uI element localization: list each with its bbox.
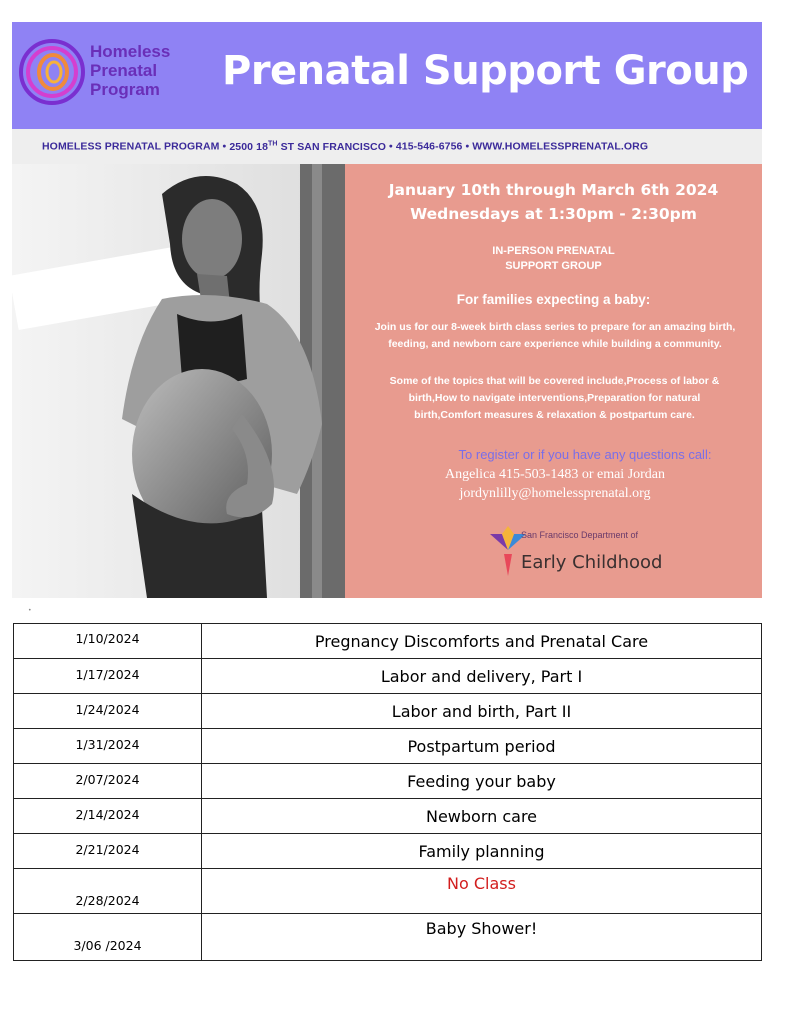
table-row — [14, 694, 762, 729]
separator: • — [465, 140, 470, 153]
topics-line-1: Some of the topics that will be covered include,Process of labor & — [389, 375, 720, 387]
contact-line-1: Angelica 415-503-1483 or emai Jordan — [444, 467, 666, 482]
org-name: HOMELESS PRENATAL PROGRAM — [42, 140, 220, 153]
topics-line-2: birth,How to navigate interventions,Preparation for natural — [408, 392, 701, 404]
date-cell: 1/10/2024 — [14, 624, 202, 659]
logo-line-3: Program — [90, 80, 160, 99]
in-person-line-1: IN-PERSON PRENATAL — [492, 245, 615, 257]
families-heading: For families expecting a baby: — [456, 292, 651, 307]
date-cell: 2/14/2024 — [14, 799, 202, 834]
info-bar-text — [42, 140, 648, 153]
logo-line-1: Homeless — [90, 42, 171, 61]
dates-line-2: Wednesdays at 1:30pm - 2:30pm — [410, 205, 697, 223]
info-bar — [12, 129, 762, 164]
address-prefix: 2500 18 — [229, 140, 269, 153]
logo-line-2: Prenatal — [90, 61, 158, 80]
topic-cell-no-class: No Class — [202, 869, 762, 914]
table-row — [14, 659, 762, 694]
table-row — [14, 799, 762, 834]
date-cell: 2/07/2024 — [14, 764, 202, 799]
pregnant-woman-photo — [12, 164, 345, 598]
topic-cell: Postpartum period — [202, 729, 762, 764]
header-banner — [12, 22, 762, 129]
table-row — [14, 869, 762, 914]
address-sup: TH — [268, 140, 278, 147]
contact-line-2[interactable]: jordynlilly@homelessprenatal.org — [459, 486, 651, 501]
phone: 415-546-6756 — [395, 140, 463, 153]
small-mark: • — [28, 607, 32, 614]
hpp-logo-icon — [17, 37, 87, 107]
schedule-table — [13, 623, 762, 961]
sf-dept-text: San Francisco Department of — [521, 530, 639, 540]
date-cell: 1/24/2024 — [14, 694, 202, 729]
contact-text — [385, 465, 725, 503]
topic-cell: Labor and delivery, Part I — [202, 659, 762, 694]
date-cell: 3/06 /2024 — [14, 914, 202, 961]
address-suffix: ST SAN FRANCISCO — [277, 140, 387, 153]
topic-cell: Family planning — [202, 834, 762, 869]
in-person-line-2: SUPPORT GROUP — [505, 260, 602, 272]
early-childhood-text: Early Childhood — [521, 552, 663, 573]
topic-cell-baby-shower: Baby Shower! — [202, 914, 762, 961]
date-cell: 2/28/2024 — [14, 869, 202, 914]
table-row — [14, 729, 762, 764]
table-row — [14, 764, 762, 799]
topic-cell: Feeding your baby — [202, 764, 762, 799]
info-panel — [345, 164, 762, 598]
table-row — [14, 834, 762, 869]
separator: • — [389, 140, 393, 153]
in-person-label — [345, 244, 762, 274]
separator: • — [222, 140, 227, 153]
address — [229, 141, 386, 153]
topics-text — [357, 373, 752, 424]
table-row — [14, 914, 762, 961]
date-cell: 1/31/2024 — [14, 729, 202, 764]
register-text: To register or if you have any questions call: — [458, 447, 712, 462]
join-line-2: feeding, and newborn care experience while building a community. — [388, 338, 722, 350]
website: WWW.HOMELESSPRENATAL.ORG — [472, 140, 649, 153]
topic-cell: Newborn care — [202, 799, 762, 834]
date-cell: 2/21/2024 — [14, 834, 202, 869]
join-text — [355, 319, 755, 353]
date-cell: 1/17/2024 — [14, 659, 202, 694]
page-title: Prenatal Support Group — [222, 48, 749, 94]
logo-text — [90, 42, 200, 99]
dates-heading — [345, 178, 762, 226]
topic-cell: Labor and birth, Part II — [202, 694, 762, 729]
table-row — [14, 624, 762, 659]
join-line-1: Join us for our 8-week birth class series to prepare for an amazing birth, — [374, 321, 736, 333]
topics-line-3: birth,Comfort measures & relaxation & postpartum care. — [414, 409, 695, 421]
dates-line-1: January 10th through March 6th 2024 — [388, 181, 719, 199]
photo-illustration — [12, 164, 345, 598]
topic-cell: Pregnancy Discomforts and Prenatal Care — [202, 624, 762, 659]
